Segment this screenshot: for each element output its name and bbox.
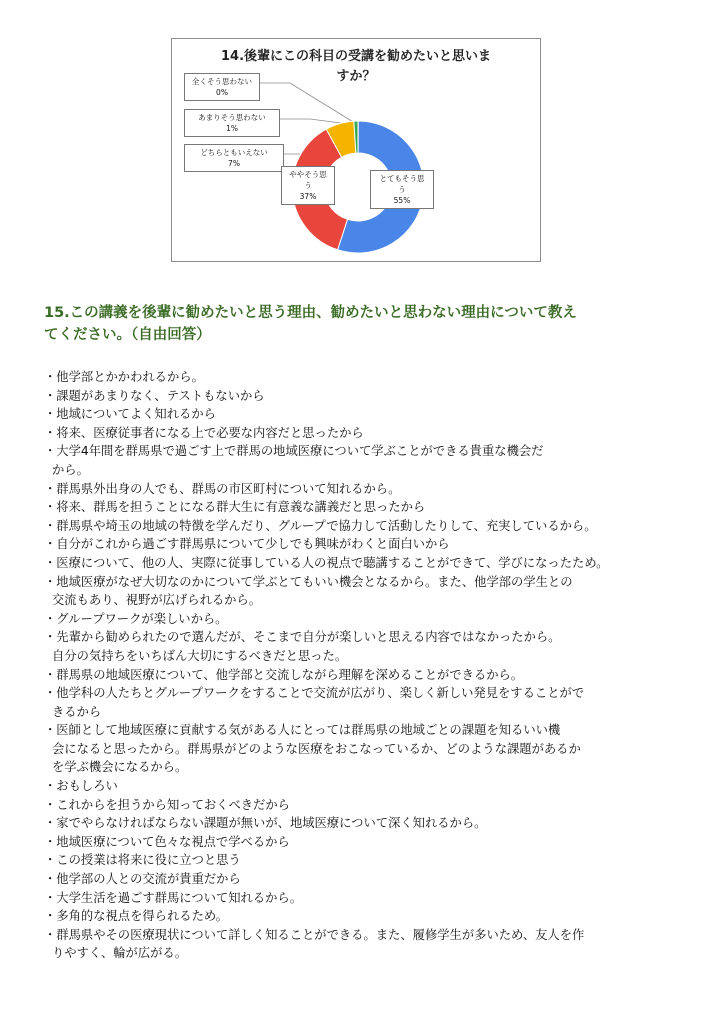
answer-item	[44, 777, 684, 796]
answer-item	[44, 851, 684, 870]
answer-line: ・医師として地域医療に貢献する気がある人にとっては群馬県の地域ごとの課題を知るいい機	[44, 723, 561, 738]
answer-line: ・大学4年間を群馬県で過ごす上で群馬の地域医療について学ぶことができる貴重な機会だ	[44, 444, 544, 459]
answer-line: ・これからを担うから知っておくべきだから	[44, 797, 290, 812]
answer-item	[44, 368, 684, 387]
answer-line: ・課題があまりなく、テストもないから	[44, 388, 265, 403]
callout-value: 7%	[228, 159, 240, 168]
chart-title-line-2: すか？	[336, 69, 376, 84]
answer-line: ・自分がこれから過ごす群馬県について少しでも興味がわくと面白いから	[44, 537, 450, 552]
answer-line: きるから	[52, 704, 102, 719]
answer-line: ・家でやらなければならない課題が無いが、地域医療について深く知れるから。	[44, 816, 487, 831]
answer-item	[44, 610, 684, 629]
answer-item	[44, 666, 684, 685]
callout-value: 55%	[393, 196, 411, 205]
section-heading-line-1: 15.この講義を後輩に勧めたいと思う理由、勧めたいと思わない理由について教え	[44, 305, 577, 321]
section-heading-line-2: てください。（自由回答）	[44, 327, 211, 343]
callout-neutral	[184, 144, 284, 172]
section-heading	[44, 302, 674, 346]
answer-line: から。	[52, 462, 89, 477]
answer-line: ・地域医療について色々な視点で学べるから	[44, 834, 290, 849]
answer-line: ・この授業は将来に役に立つと思う	[44, 853, 241, 868]
answer-line: ・グループワークが楽しいから。	[44, 611, 228, 626]
callout-value: 1%	[226, 124, 238, 133]
answer-list	[44, 368, 684, 963]
answer-line: ・地域医療がなぜ大切なのかについて学ぶとてもいい機会となるから。また、他学部の学生との	[44, 574, 573, 589]
answer-item	[44, 833, 684, 852]
callout-name: どちらともいえない	[200, 148, 268, 157]
answer-item	[44, 628, 684, 665]
callout-value: 37%	[299, 192, 317, 201]
answer-item	[44, 889, 684, 908]
answer-item	[44, 907, 684, 926]
answer-line: 交流もあり、視野が広げられるから。	[52, 593, 262, 608]
answer-line: ・大学生活を過ごす群馬について知れるから。	[44, 890, 302, 905]
answer-item	[44, 870, 684, 889]
callout-name: とてもそう思う	[379, 174, 425, 194]
answer-line: ・群馬県や埼玉の地域の特徴を学んだり、グループで協力して活動したりして、充実しているから。	[44, 518, 597, 533]
callout-somewhat-agree	[281, 166, 335, 205]
answer-item	[44, 424, 684, 443]
answer-item	[44, 480, 684, 499]
answer-item	[44, 405, 684, 424]
answer-item	[44, 573, 684, 610]
callout-name: 全くそう思わない	[192, 77, 252, 86]
answer-item	[44, 535, 684, 554]
callout-value: 0%	[216, 88, 228, 97]
callout-name: ややそう思う	[289, 170, 327, 190]
answer-line: ・他学部の人との交流が貴重だから	[44, 872, 241, 887]
answer-line: ・医療について、他の人、実際に従事している人の視点で聴講することができて、学びになったため。	[44, 555, 609, 570]
answer-item	[44, 814, 684, 833]
answer-line: ・多角的な視点を得られるため。	[44, 909, 228, 924]
callout-disagree	[184, 109, 280, 137]
answer-line: ・他学部とかかわれるから。	[44, 370, 204, 384]
callout-very-disagree	[184, 73, 260, 101]
survey-chart	[171, 38, 541, 262]
answer-line: ・地域についてよく知れるから	[44, 407, 216, 422]
answer-line: ・将来、群馬を担うことになる群大生に有意義な講義だと思ったから	[44, 500, 426, 515]
answer-item	[44, 721, 684, 777]
answer-line: ・群馬県やその医療現状について詳しく知ることができる。また、履修学生が多いため、友人を作	[44, 927, 585, 942]
answer-line: ・おもしろい	[44, 779, 118, 794]
answer-line: ・群馬県の地域医療について、他学部と交流しながら理解を深めることができるから。	[44, 667, 524, 682]
answer-line: を学ぶ機会になるから。	[52, 760, 188, 775]
answer-item	[44, 684, 684, 721]
answer-item	[44, 387, 684, 406]
answer-line: りやすく、輪が広がる。	[52, 946, 188, 961]
callout-name: あまりそう思わない	[198, 113, 266, 122]
answer-line: 会になると思ったから。群馬県がどのような医療をおこなっているか、どのような課題があるか	[52, 741, 581, 756]
answer-line: ・先輩から勧められたので選んだが、そこまで自分が楽しいと思える内容ではなかったから。	[44, 630, 561, 645]
chart-title-line-1: 14.後輩にこの科目の受講を勧めたいと思いま	[220, 49, 492, 64]
answer-item	[44, 442, 684, 479]
answer-item	[44, 926, 684, 963]
callout-strongly-agree	[370, 170, 434, 209]
answer-item	[44, 498, 684, 517]
answer-item	[44, 796, 684, 815]
answer-line: ・将来、医療従事者になる上で必要な内容だと思ったから	[44, 425, 364, 440]
answer-line: ・他学科の人たちとグループワークをすることで交流が広がり、楽しく新しい発見をすることがで	[44, 686, 585, 701]
answer-item	[44, 517, 684, 536]
answer-item	[44, 554, 684, 573]
answer-line: 自分の気持ちをいちばん大切にするべきだと思った。	[52, 648, 348, 663]
answer-line: ・群馬県外出身の人でも、群馬の市区町村について知れるから。	[44, 481, 401, 496]
